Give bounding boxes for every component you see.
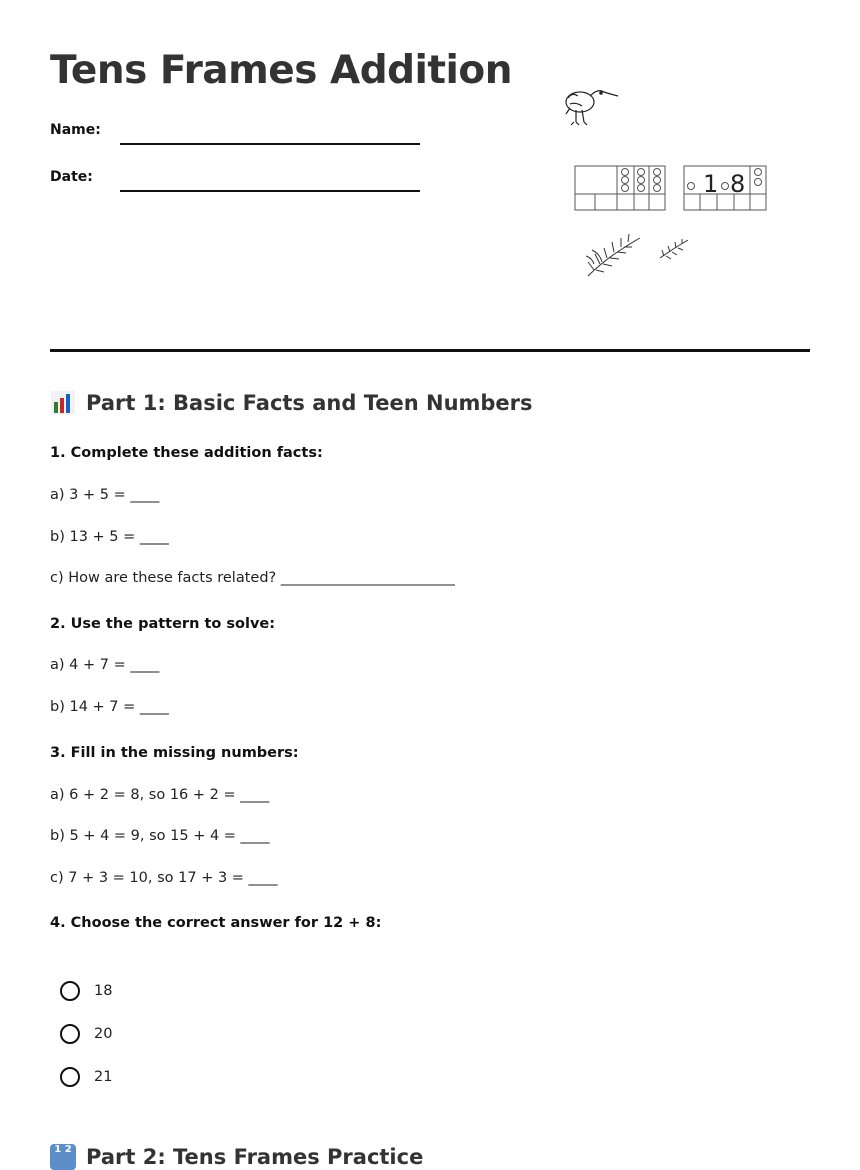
question-3a: a) 6 + 2 = 8, so 16 + 2 = ____	[50, 787, 270, 803]
answer-option-label: 21	[94, 1069, 113, 1085]
bird-icon	[566, 91, 618, 125]
radio-button[interactable]	[60, 1067, 80, 1087]
question-1b: b) 13 + 5 = ____	[50, 529, 169, 545]
name-label: Name:	[50, 122, 101, 138]
answer-option-20[interactable]	[60, 1024, 112, 1044]
part1-heading-text: Part 1: Basic Facts and Teen Numbers	[86, 391, 533, 415]
worksheet-title: Tens Frames Addition	[50, 48, 512, 93]
question-3c: c) 7 + 3 = 10, so 17 + 3 = ____	[50, 870, 278, 886]
keypad-icon: 1 2	[50, 1144, 76, 1170]
question-1-prompt: 1. Complete these addition facts:	[50, 445, 323, 461]
fern-icon	[586, 234, 640, 276]
part2-heading-text: Part 2: Tens Frames Practice	[86, 1145, 424, 1169]
answer-option-18[interactable]	[60, 981, 112, 1001]
date-label: Date:	[50, 169, 93, 185]
name-field-line[interactable]	[120, 143, 420, 145]
frame-digit-eight: 8	[730, 170, 746, 198]
question-1c: c) How are these facts related? ________________________	[50, 570, 455, 586]
answer-option-label: 20	[94, 1026, 113, 1042]
tens-frame-left	[575, 166, 665, 210]
question-1a: a) 3 + 5 = ____	[50, 487, 160, 503]
answer-option-label: 18	[94, 983, 113, 999]
radio-button[interactable]	[60, 981, 80, 1001]
answer-option-21[interactable]	[60, 1067, 112, 1087]
question-4-prompt: 4. Choose the correct answer for 12 + 8:	[50, 915, 382, 931]
section-divider	[50, 349, 810, 352]
question-3-prompt: 3. Fill in the missing numbers:	[50, 745, 299, 761]
frame-digit-one: 1	[703, 170, 719, 198]
question-3b: b) 5 + 4 = 9, so 15 + 4 = ____	[50, 828, 270, 844]
part1-heading	[50, 390, 533, 416]
date-field-line[interactable]	[120, 190, 420, 192]
part2-heading	[50, 1144, 423, 1170]
question-2a: a) 4 + 7 = ____	[50, 657, 160, 673]
bar-chart-icon	[50, 390, 76, 416]
tens-frame-right	[684, 166, 766, 210]
worksheet-illustration	[560, 80, 780, 290]
radio-button[interactable]	[60, 1024, 80, 1044]
leaf-icon	[660, 239, 688, 259]
question-2-prompt: 2. Use the pattern to solve:	[50, 616, 276, 632]
question-2b: b) 14 + 7 = ____	[50, 699, 169, 715]
